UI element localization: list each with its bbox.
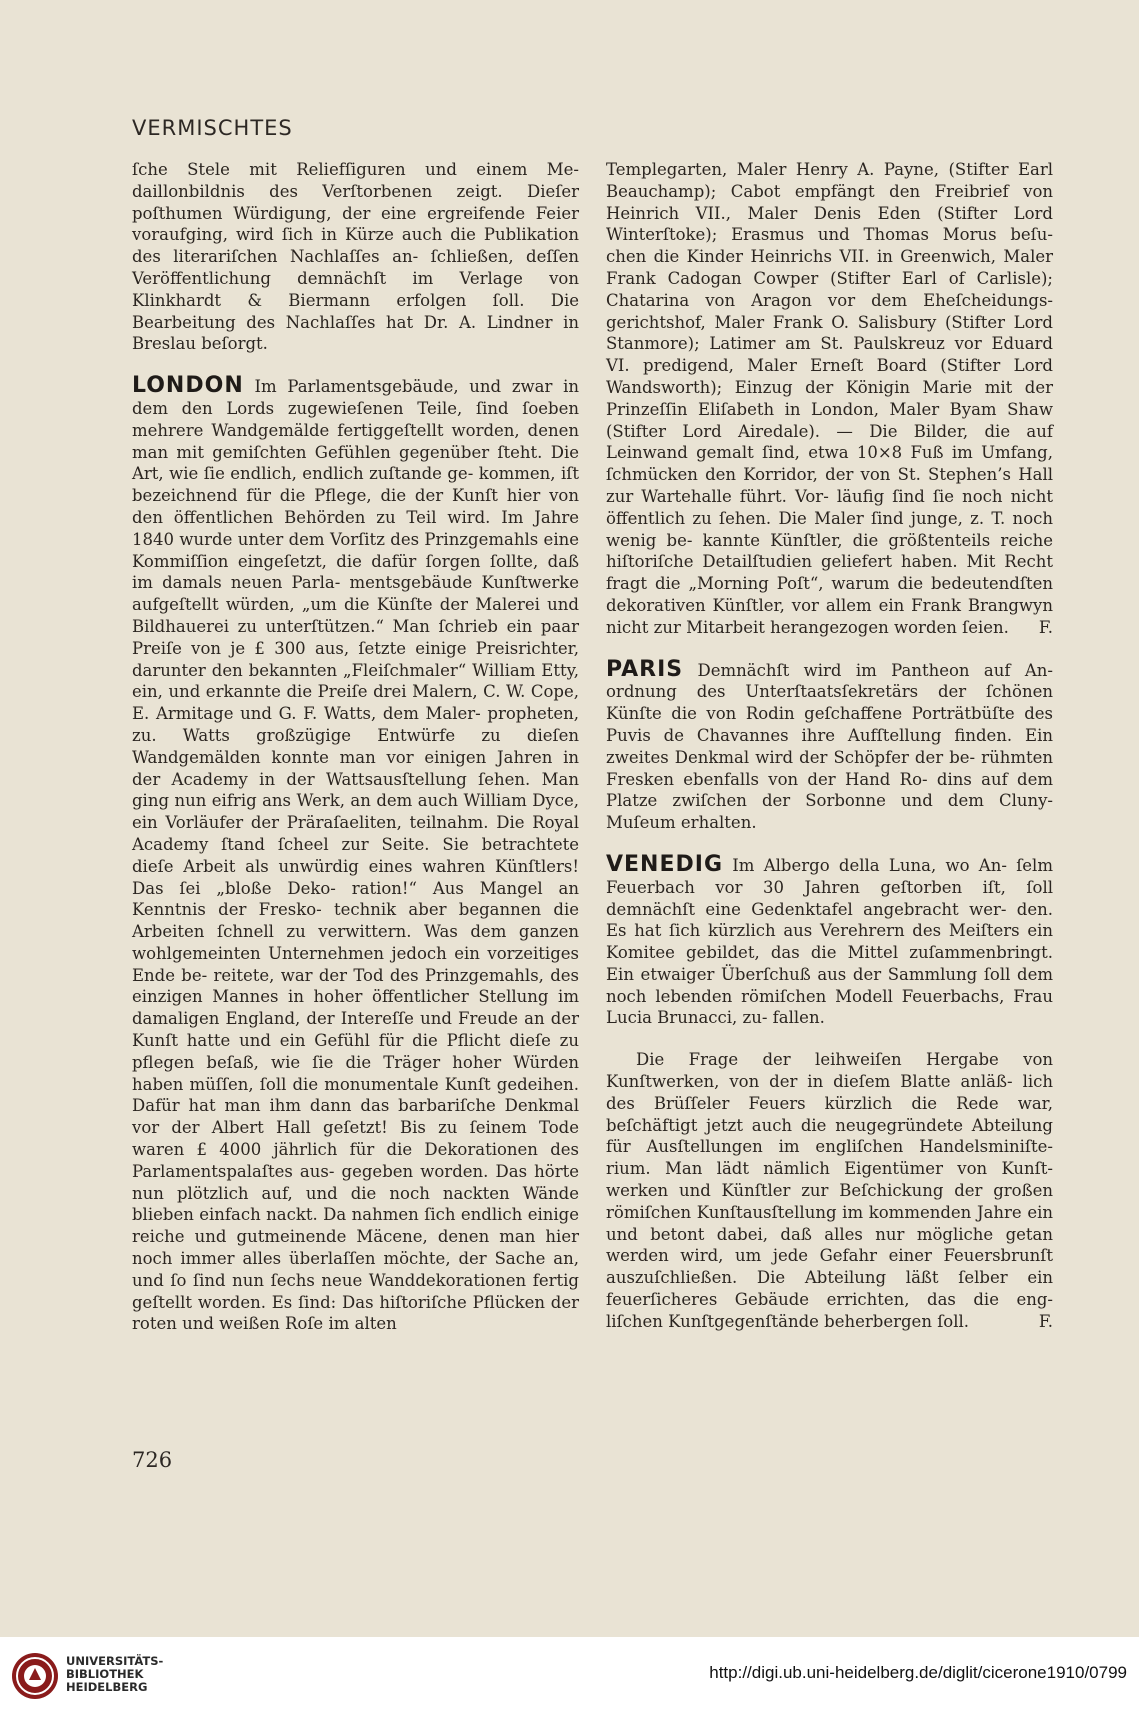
source-url-link[interactable]: http://digi.ub.uni-heidelberg.de/diglit/cicerone1910/0799: [709, 1663, 1127, 1682]
final-paragraph: [606, 1049, 1053, 1332]
paris-text: Demnächſt wird im Pantheon auf An- ordnung des Unterſtaatsſekretärs der ſchönen Künſte die von Rodin geſchaffene Porträtbüſte des Puvis de Chavannes ihre Aufſtellung finden. Ein zweites Denkmal wird der Schöpfer der be- rühmten Fresken ebenfalls von der Hand Ro- dins auf dem Platze zwiſchen der Sorbonne und dem Cluny-Muſeum erhalten.: [606, 660, 1053, 833]
intro-paragraph: ſche Stele mit Reliefſiguren und einem Me- daillonbildnis des Verſtorbenen zeigt. Dieſer poſthumen Würdigung, der eine ergreifende Feier voraufging, wird ſich in Kürze auch die Publikation des literariſchen Nachlaſſes an- ſchließen, deſſen Veröffentlichung demnächſt im Verlage von Klinkhardt & Biermann erfolgen ſoll. Die Bearbeitung des Nachlaſſes hat Dr. A. Lindner in Breslau beſorgt.: [132, 160, 579, 354]
library-footer: [0, 1637, 1139, 1718]
london-text: Im Parlamentsgebäude, und zwar in dem den Lords zugewieſenen Teile, ſind ſoeben mehrere Wandgemälde fertiggeſtellt worden, denen man mit gemiſchten Gefühlen gegenüber ſteht. Die Art, wie ſie endlich, endlich zuſtande ge- kommen, iſt bezeichnend für die Pflege, die der Kunſt hier von den öffentlichen Behörden zu Teil wird. Im Jahre 1840 wurde unter dem Vorſitz des Prinzgemahls eine Kommiſſion eingeſetzt, die dafür ſorgen ſollte, daß im damals neuen Parla- mentsgebäude Kunſtwerke aufgeſtellt würden, „um die Künſte der Malerei und Bildhauerei zu unterſtützen.“ Man ſchrieb ein paar Preiſe von je £ 300 aus, ſetzte einige Preisrichter, darunter den bekannten „Fleiſchmaler“ William Etty, ein, und erkannte die Preiſe drei Malern, C. W. Cope, E. Armitage und G. F. Watts, dem Maler- propheten, zu. Watts großzügige Entwürfe zu dieſen Wandgemälden konnte man vor einigen Jahren in der Academy in der Wattsausſtellung ſehen. Man ging nun eifrig ans Werk, an dem auch William Dyce, ein Vorläufer der Präraſaeliten, teilnahm. Die Royal Academy ſtand ſcheel zur Seite. Sie betrachtete dieſe Arbeit als unwürdig eines wahren Künſtlers! Das ſei „bloße Deko- ration!“ Aus Mangel an Kenntnis der Fresko- technik aber begannen die Arbeiten ſchnell zu verwittern. Was dem ganzen wohlgemeinten Unternehmen jedoch ein vorzeitiges Ende be- reitete, war der Tod des Prinzgemahls, des einzigen Mannes in hoher öffentlicher Stellung im damaligen England, der Intereſſe und Freude an der Kunſt hatte und ein Gefühl für die Pflicht dieſe zu pflegen beſaß, wie ſie die Träger hoher Würden haben müſſen, ſoll die monumentale Kunſt gedeihen. Dafür hat man ihm dann das barbariſche Denkmal vor der Albert Hall geſetzt! Bis zu ſeinem Tode waren £ 4000 jährlich für die Dekorationen des Parlamentspalaſtes aus- gegeben worden. Das hörte nun plötzlich auf, und die noch nackten Wände blieben einfach nackt. Da nahmen ſich endlich einige reiche und gutmeinende Mäcene, denen man hier noch immer alles überlaſſen möchte, der Sache an, und ſo ſind nun ſechs neue Wanddekorationen fertig geſtellt worden. Es ſind: Das hiſtoriſche Pflücken der roten und weißen Roſe im alten: [132, 377, 579, 1334]
university-seal-icon: [10, 1651, 60, 1701]
london-continued-paragraph: [606, 159, 1053, 639]
left-column: [132, 159, 579, 1335]
paris-heading: PARIS: [606, 656, 684, 682]
venedig-text: Im Albergo della Luna, wo An- ſelm Feuerbach vor 30 Jahren geſtorben iſt, ſoll demnächſt eine Gedenktafel angebracht wer- den. Es hat ſich kürzlich aus Verehrern des Meiſters ein Komitee gebildet, das die Mittel zuſammenbringt. Ein etwaiger Überſchuß aus der Sammlung ſoll dem noch lebenden römiſchen Modell Feuerbachs, Frau Lucia Brunacci, zu- fallen.: [606, 855, 1053, 1028]
london-signature: F.: [1038, 617, 1053, 637]
london-section: [132, 375, 579, 1335]
final-text: Die Frage der leihweiſen Hergabe von Kunſtwerken, von der in dieſem Blatte anläß- lich des Brüſſeler Feuers kürzlich die Rede war, beſchäftigt jetzt auch die neugegründete Abteilung für Ausſtellungen im engliſchen Handelsminiſte- rium. Man lädt nämlich Eigentümer von Kunſt- werken und Künſtler zur Beſchickung der großen römiſchen Kunſtausſtellung im kommenden Jahre ein und betont dabei, daß alles nur mögliche getan werden wird, um jede Gefahr einer Feuersbrunſt auszuſchließen. Die Abteilung läßt ſelber ein feuerſicheres Gebäude errichten, das die eng- liſchen Kunſtgegenſtände beherbergen ſoll.: [606, 1050, 1053, 1331]
london-heading: LONDON: [132, 373, 244, 399]
library-name-line3: HEIDELBERG: [66, 1680, 148, 1694]
right-column: [606, 159, 1053, 1333]
library-name-line2: BIBLIOTHEK: [66, 1667, 144, 1681]
final-signature: F.: [1038, 1311, 1053, 1331]
library-name: [66, 1655, 163, 1694]
venedig-heading: VENEDIG: [606, 851, 723, 877]
london-continued-text: Templegarten, Maler Henry A. Payne, (Stifter Earl Beauchamp); Cabot empfängt den Freibrief von Heinrich VII., Maler Denis Eden (Stifter Lord Winterſtoke); Erasmus und Thomas Morus beſu- chen die Kinder Heinrichs VII. in Greenwich, Maler Frank Cadogan Cowper (Stifter Earl of Carlisle); Chatarina von Aragon vor dem Eheſcheidungs- gerichtshof, Maler Frank O. Salisbury (Stifter Lord Stanmore); Latimer am St. Paulskreuz vor Eduard VI. predigend, Maler Erneſt Board (Stifter Lord Wandsworth); Einzug der Königin Marie mit der Prinzeſſin Eliſabeth in London, Maler Byam Shaw (Stifter Lord Airedale). — Die Bilder, die auf Leinwand gemalt ſind, etwa 10×8 Fuß im Umfang, ſchmücken den Korridor, der von St. Stephen’s Hall zur Wartehalle führt. Vor- läufig ſind ſie noch nicht öffentlich zu ſehen. Die Maler ſind junge, z. T. noch wenig be- kannte Künſtler, die größtenteils reiche hiſtoriſche Detailſtudien geliefert haben. Mit Recht fragt die „Morning Poſt“, warum die bedeutendſten dekorativen Künſtler, vor allem ein Frank Brangwyn nicht zur Mitarbeit herangezogen worden ſeien.: [606, 160, 1053, 637]
page-number: 726: [132, 1448, 173, 1472]
venedig-section: [606, 851, 1053, 1029]
paris-section: [606, 656, 1053, 834]
running-head: VERMISCHTES: [132, 116, 293, 140]
library-name-line1: UNIVERSITÄTS-: [66, 1654, 164, 1668]
